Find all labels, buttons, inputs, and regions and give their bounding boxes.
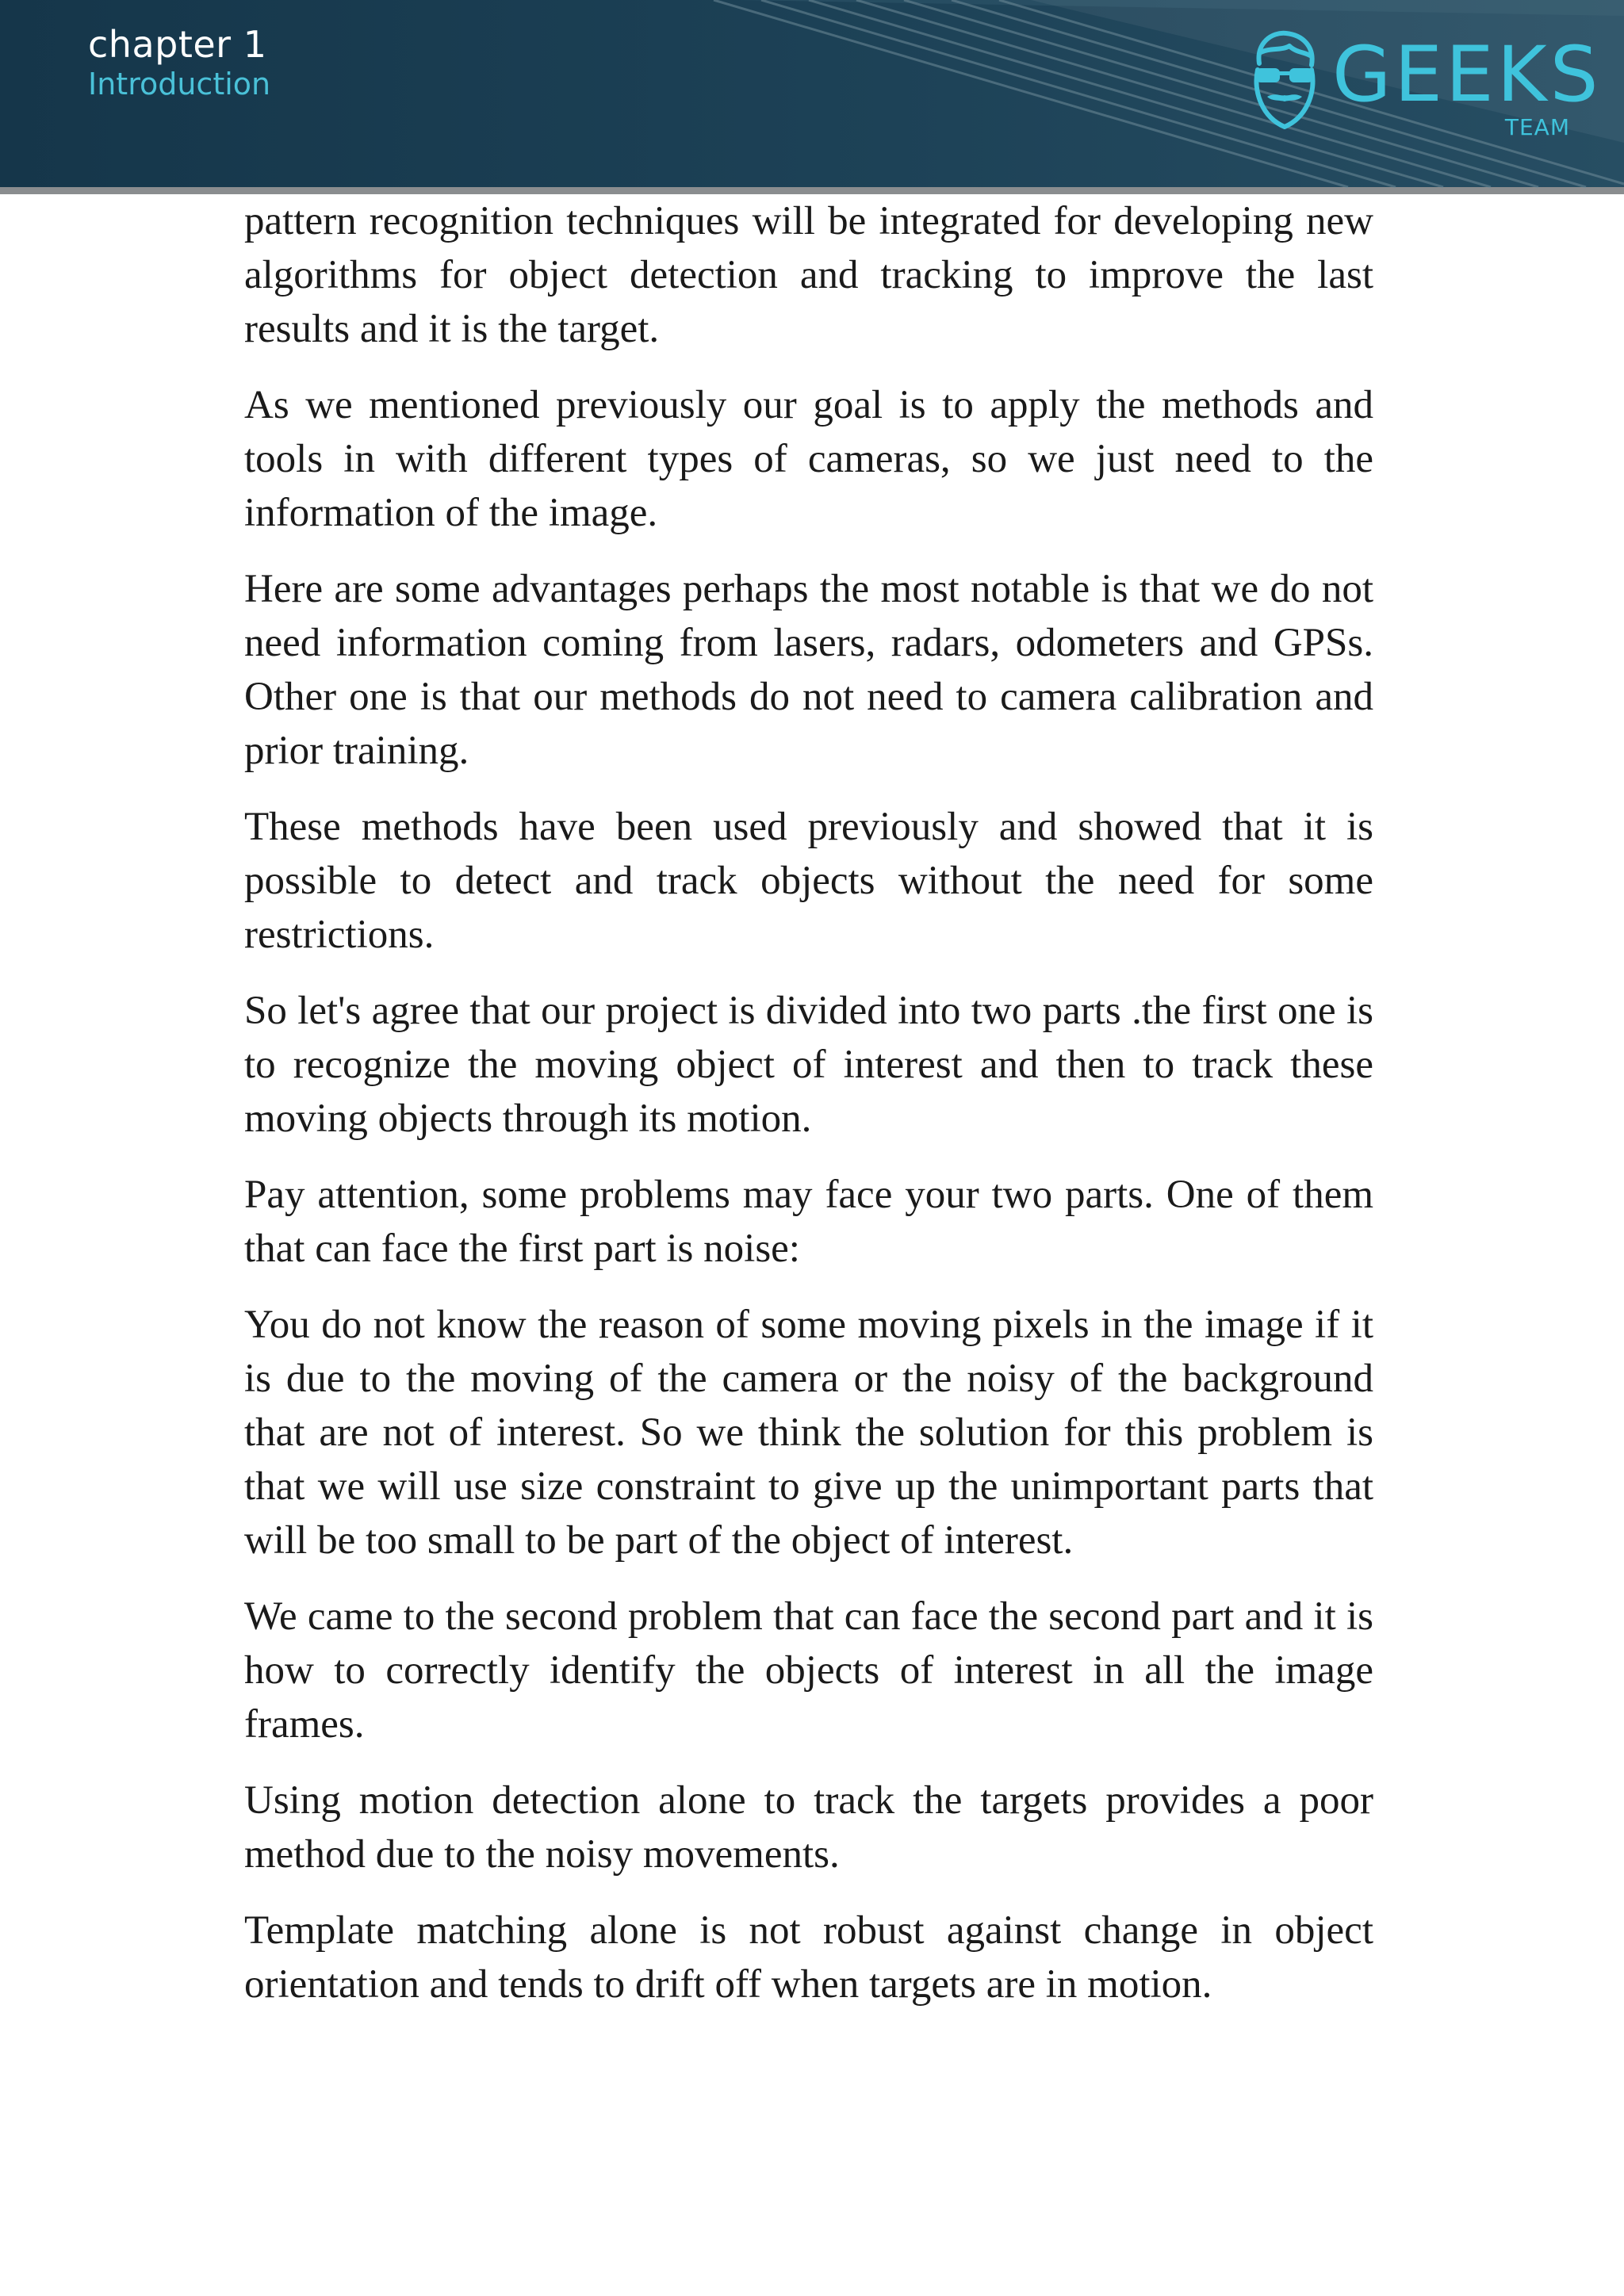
- paragraph: These methods have been used previously and showed that it is possible to detect and track objects without the need for some restrictions.: [244, 805, 1373, 957]
- body-text: [244, 194, 1373, 2034]
- page-header: [0, 0, 1624, 194]
- paragraph: You do not know the reason of some moving pixels in the image if it is due to the moving of the camera or the noisy of the background that are not of interest. So we think the solution for this problem is that we will use size constraint to give up the unimportant parts that will be too small to be part of the object of interest.: [244, 1303, 1373, 1563]
- paragraph: So let's agree that our project is divided into two parts .the first one is to recognize the moving object of interest and then to track these moving objects through its motion.: [244, 989, 1373, 1141]
- paragraph: Pay attention, some problems may face your two parts. One of them that can face the first part is noise:: [244, 1173, 1373, 1271]
- paragraph: Template matching alone is not robust against change in object orientation and tends to drift off when targets are in motion.: [244, 1908, 1373, 2007]
- paragraph: We came to the second problem that can face the second part and it is how to correctly identify the objects of interest in all the image frames.: [244, 1594, 1373, 1747]
- geeks-team-logo: [1245, 25, 1602, 152]
- paragraph: pattern recognition techniques will be integrated for developing new algorithms for object detection and tracking to improve the last results and it is the target.: [244, 199, 1373, 351]
- chapter-label: chapter 1: [88, 23, 267, 66]
- paragraph: As we mentioned previously our goal is to apply the methods and tools in with different types of cameras, so we just need to the information of the image.: [244, 383, 1373, 535]
- paragraph: Here are some advantages perhaps the most notable is that we do not need information coming from lasers, radars, odometers and GPSs. Other one is that our methods do not need to camera calibration and prior training.: [244, 567, 1373, 773]
- chapter-subtitle: Introduction: [88, 66, 271, 101]
- chapter-heading: [88, 24, 270, 102]
- logo-tagline: TEAM: [1504, 114, 1570, 140]
- logo-wordmark: GEEKS: [1332, 30, 1602, 119]
- paragraph: Using motion detection alone to track the targets provides a poor method due to the noisy movements.: [244, 1778, 1373, 1877]
- bearded-man-sunglasses-icon: [1245, 29, 1324, 132]
